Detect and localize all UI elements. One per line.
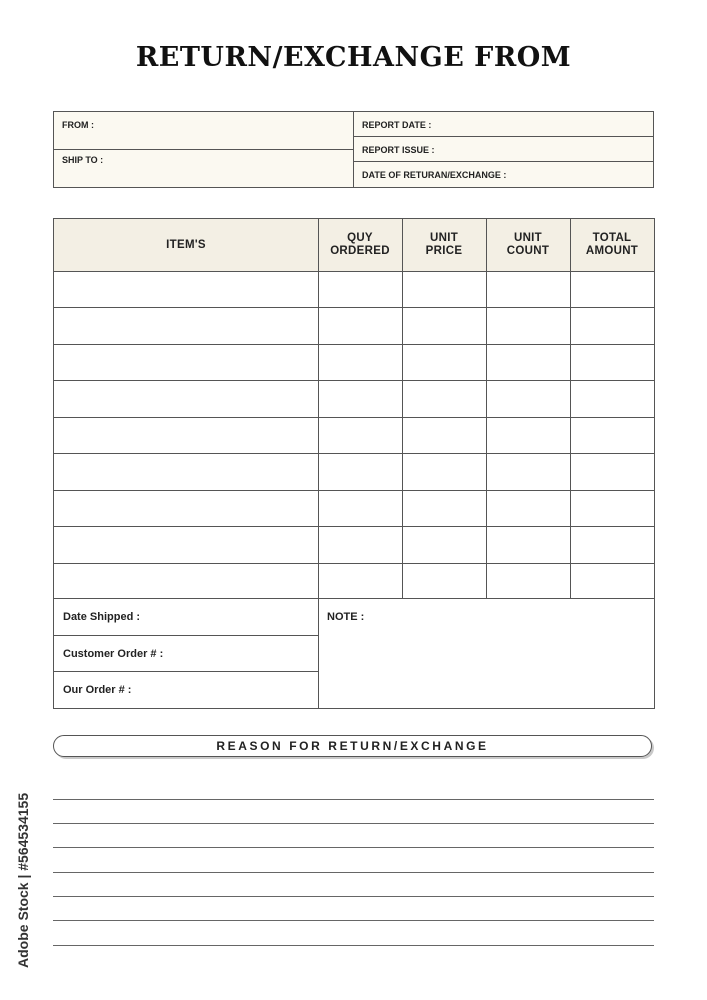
- table-row-divider: [54, 526, 654, 527]
- items-table: [53, 218, 655, 709]
- divider: [318, 219, 319, 599]
- address-box: [53, 111, 355, 188]
- divider: [570, 219, 571, 599]
- col-total-amount-header: TOTAL AMOUNT: [585, 232, 639, 257]
- date-of-return-field[interactable]: [354, 162, 653, 187]
- customer-order-label: Customer Order # :: [63, 648, 164, 660]
- table-row-divider: [54, 344, 654, 345]
- report-date-label: REPORT DATE :: [362, 120, 432, 130]
- table-row-divider: [54, 307, 654, 308]
- writing-line[interactable]: [53, 896, 654, 897]
- from-field[interactable]: [54, 112, 354, 150]
- note-label: NOTE :: [327, 611, 365, 623]
- stock-watermark-id: Adobe Stock | #564534155: [15, 792, 31, 968]
- divider: [402, 219, 403, 599]
- our-order-label: Our Order # :: [63, 684, 132, 696]
- table-row-divider: [54, 453, 654, 454]
- divider: [486, 219, 487, 599]
- col-items-header: ITEM'S: [166, 238, 206, 251]
- page-title: RETURN/EXCHANGE FROM: [135, 42, 572, 73]
- reason-title: REASON FOR RETURN/EXCHANGE: [53, 735, 652, 757]
- writing-line[interactable]: [53, 920, 654, 921]
- writing-line[interactable]: [53, 847, 654, 848]
- ship-to-field[interactable]: [54, 150, 354, 188]
- writing-line[interactable]: [53, 872, 654, 873]
- col-qty-ordered-header: QUY ORDERED: [330, 232, 390, 257]
- table-header: [54, 219, 654, 272]
- divider: [54, 635, 318, 636]
- table-row-divider: [54, 490, 654, 491]
- report-issue-field[interactable]: [354, 137, 653, 162]
- writing-line[interactable]: [53, 945, 654, 946]
- ship-to-label: SHIP TO :: [62, 155, 104, 165]
- divider: [54, 598, 654, 599]
- table-row-divider: [54, 380, 654, 381]
- writing-line[interactable]: [53, 823, 654, 824]
- writing-line[interactable]: [53, 799, 654, 800]
- report-box: [353, 111, 654, 188]
- report-issue-label: REPORT ISSUE :: [362, 145, 435, 155]
- col-unit-price-header: UNIT PRICE: [425, 232, 463, 257]
- from-label: FROM :: [62, 120, 94, 130]
- col-unit-count-header: UNIT COUNT: [506, 232, 550, 257]
- date-shipped-label: Date Shipped :: [63, 611, 141, 623]
- table-row-divider: [54, 417, 654, 418]
- table-row-divider: [54, 563, 654, 564]
- report-date-field[interactable]: [354, 112, 653, 137]
- divider: [318, 599, 319, 709]
- divider: [54, 671, 318, 672]
- date-of-return-label: DATE OF RETURAN/EXCHANGE :: [362, 170, 507, 180]
